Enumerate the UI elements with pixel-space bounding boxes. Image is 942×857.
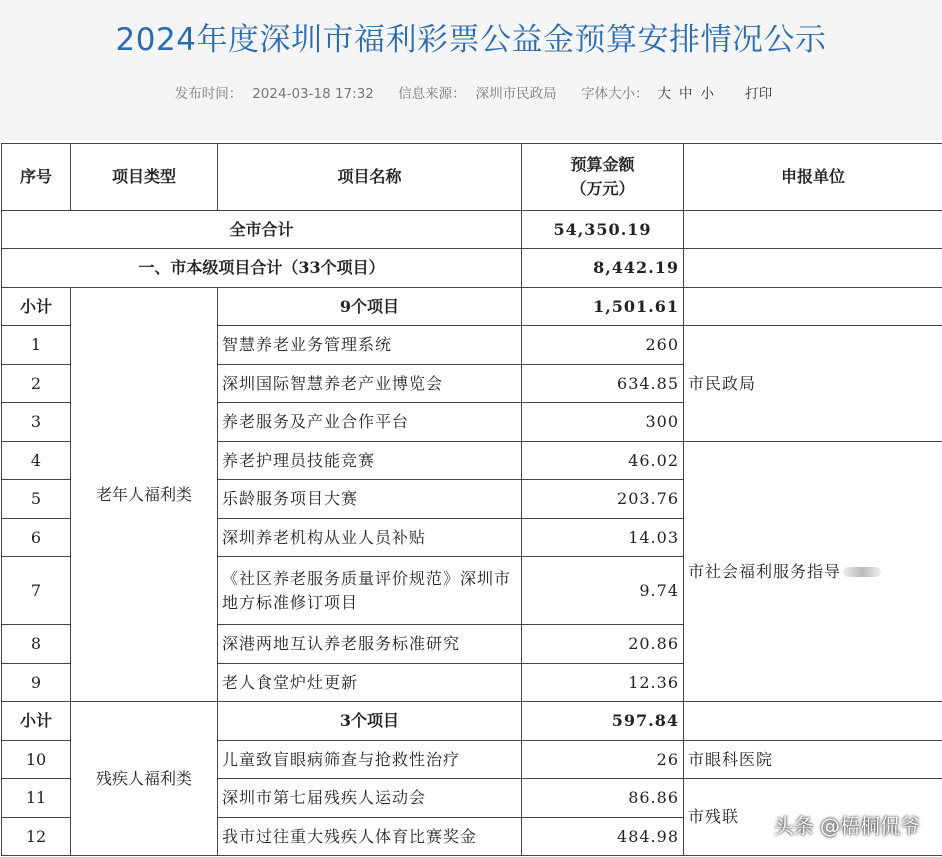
subtotal-amount: 597.84: [522, 702, 684, 741]
page-header: [0, 0, 942, 140]
row-seq: 10: [2, 741, 71, 779]
empty-cell: [684, 249, 942, 288]
project-type: 老年人福利类: [71, 288, 218, 702]
empty-cell: [684, 702, 942, 741]
row-seq: 7: [2, 557, 71, 625]
row-seq: 4: [2, 442, 71, 480]
row-amount: 26: [522, 741, 684, 779]
total-label: 全市合计: [2, 211, 522, 249]
publish-time: [170, 86, 379, 102]
header-type: 项目类型: [71, 144, 218, 211]
unit-text: 市社会福利服务指导: [688, 561, 842, 581]
row-amount: 46.02: [522, 442, 684, 480]
row-name: 儿童致盲眼病筛查与抢救性治疗: [218, 741, 522, 779]
row-seq: 2: [2, 365, 71, 403]
unit-cell: 市眼科医院: [684, 741, 942, 779]
row-name: 老人食堂炉灶更新: [218, 664, 522, 702]
total-row: [2, 211, 942, 249]
publish-label: 发布时间：: [174, 86, 243, 102]
row-name: 养老服务及产业合作平台: [218, 403, 522, 442]
subtotal-count: 3个项目: [218, 702, 522, 741]
row-amount: 300: [522, 403, 684, 442]
row-name: 我市过往重大残疾人体育比赛奖金: [218, 818, 522, 856]
article-meta: [0, 82, 942, 102]
row-amount: 260: [522, 326, 684, 365]
row-amount: 12.36: [522, 664, 684, 702]
row-seq: 3: [2, 403, 71, 442]
font-size-label: 字体大小：: [580, 86, 649, 102]
unit-cell: 市残联: [684, 779, 942, 856]
header-amount-line2: （万元）: [570, 179, 635, 198]
row-amount: 14.03: [522, 519, 684, 557]
row-name: 乐龄服务项目大赛: [218, 480, 522, 519]
row-seq: 1: [2, 326, 71, 365]
row-name: 深圳国际智慧养老产业博览会: [218, 365, 522, 403]
row-seq: 12: [2, 818, 71, 856]
row-name: 深圳市第七届残疾人运动会: [218, 779, 522, 818]
source-label: 信息来源：: [398, 86, 466, 102]
table-header-row: [2, 144, 942, 211]
subtotal-label: 小计: [2, 288, 71, 326]
row-name: 《社区养老服务质量评价规范》深圳市地方标准修订项目: [218, 557, 522, 625]
subtotal-label: 小计: [2, 702, 71, 741]
row-name: 深港两地互认养老服务标准研究: [218, 625, 522, 664]
row-amount: 203.76: [522, 480, 684, 519]
total-amount: 54,350.19: [522, 211, 684, 249]
unit-cell: 市民政局: [684, 326, 942, 442]
watermark: 头条 @梧桐侃爷: [773, 814, 920, 838]
header-amount-line1: 预算金额: [570, 155, 635, 174]
budget-table: [1, 143, 942, 856]
row-name: 养老护理员技能竞赛: [218, 442, 522, 480]
page-title: 2024年度深圳市福利彩票公益金预算安排情况公示: [115, 22, 827, 58]
row-seq: 5: [2, 480, 71, 519]
subtotal-row: [2, 288, 942, 326]
empty-cell: [684, 288, 942, 326]
unit-cell: [684, 442, 942, 702]
project-type: 残疾人福利类: [71, 702, 218, 856]
font-size-large-button[interactable]: 大: [657, 86, 671, 102]
subtotal-count: 9个项目: [218, 288, 522, 326]
row-name: 深圳养老机构从业人员补贴: [218, 519, 522, 557]
header-amount: [522, 144, 684, 211]
stamp-blur: [843, 567, 881, 577]
row-amount: 634.85: [522, 365, 684, 403]
row-amount: 20.86: [522, 625, 684, 664]
municipal-amount: 8,442.19: [522, 249, 684, 288]
font-size-control: [576, 86, 718, 102]
print-button[interactable]: 打印: [745, 86, 773, 102]
header-seq: 序号: [2, 144, 71, 211]
subtotal-amount: 1,501.61: [522, 288, 684, 326]
header-unit: 申报单位: [684, 144, 942, 211]
font-size-medium-button[interactable]: 中: [678, 86, 693, 102]
row-name: 智慧养老业务管理系统: [218, 326, 522, 365]
row-amount: 86.86: [522, 779, 684, 818]
font-size-small-button[interactable]: 小: [700, 86, 714, 102]
subtotal-row: [2, 702, 942, 741]
row-seq: 6: [2, 519, 71, 557]
row-seq: 8: [2, 625, 71, 664]
row-amount: 9.74: [522, 557, 684, 625]
publish-value: 2024-03-18 17:32: [252, 86, 374, 102]
municipal-total-row: [2, 249, 942, 288]
empty-cell: [684, 211, 942, 249]
header-name: 项目名称: [218, 144, 522, 211]
info-source: [393, 86, 562, 102]
source-value: 深圳市民政局: [475, 86, 557, 102]
row-amount: 484.98: [522, 818, 684, 856]
municipal-label: 一、市本级项目合计（33个项目）: [2, 249, 522, 288]
row-seq: 11: [2, 779, 71, 818]
row-seq: 9: [2, 664, 71, 702]
